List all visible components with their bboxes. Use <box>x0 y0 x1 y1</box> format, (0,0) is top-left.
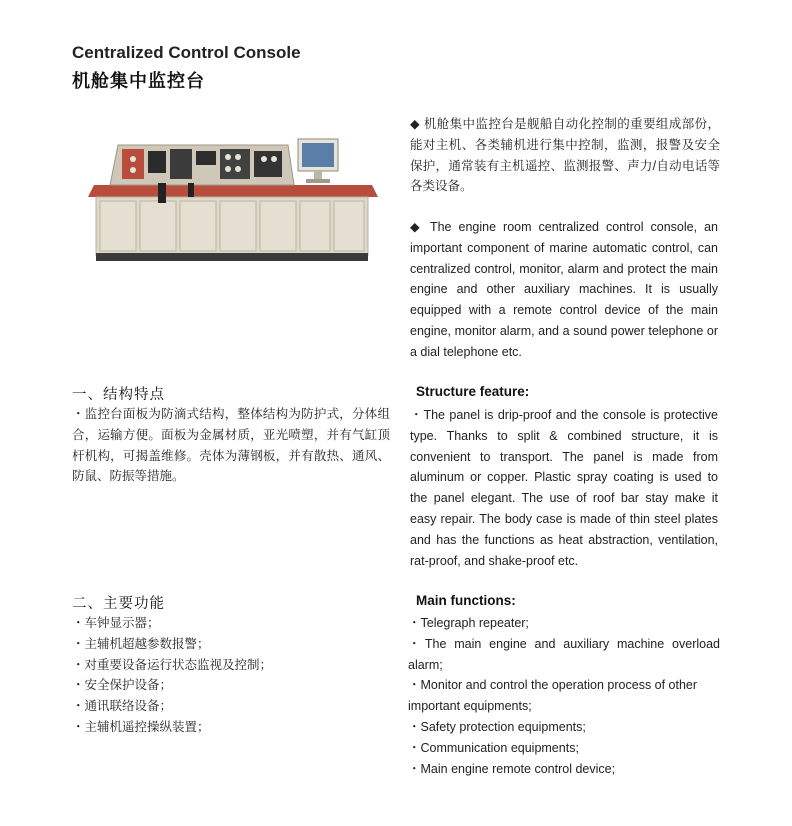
intro-en: ◆ The engine room centralized control console, an important component of marine automatic control, can centralized control, monitor, alarm and protect the main engine and other auxiliary machines. It is usually equipped with a remote control device of the main engine, monitor alarm, and a sound power telephone or a dial telephone etc. <box>410 220 718 359</box>
structure-body-cn: ・监控台面板为防滴式结构，整体结构为防护式，分体组合，运输方便。面板为金属材质，亚光喷塑，并有气缸顶杆机构，可揭盖维修。壳体为薄钢板，并有散热、通风、防鼠、防振等措施。 <box>72 407 390 484</box>
control-console-image <box>88 127 378 267</box>
structure-body-en: ・The panel is drip-proof and the console is protective type. Thanks to split & combined structure, it is convenient to transport. The panel is made from aluminum or copper. Plastic spray coating is used to the panel elegant. The use of roof bar stay make it easy repair. The body case is made of thin steel plates and has the functions as heat abstraction, ventilation, rat-proof, and shake-proof etc. <box>410 408 718 568</box>
list-item: ・车钟显示器； <box>72 616 160 630</box>
list-item: ・The main engine and auxiliary machine overload alarm; <box>408 636 720 672</box>
structure-heading-en: Structure feature: <box>416 384 530 399</box>
list-item: ・对重要设备运行状态监视及控制； <box>72 657 273 672</box>
list-item: ・Monitor and control the operation process of other important equipments; <box>408 678 698 714</box>
functions-heading-en: Main functions: <box>416 593 516 608</box>
list-item: ・通讯联络设备； <box>72 699 173 714</box>
list-item: ・Communication equipments; <box>408 740 579 755</box>
list-item: ・安全保护设备； <box>72 678 173 693</box>
title-en: Centralized Control Console <box>72 43 301 62</box>
functions-list-en <box>408 613 720 779</box>
title-cn: 机舱集中监控台 <box>72 71 205 91</box>
structure-heading-cn: 一、结构特点 <box>72 387 165 403</box>
list-item: ・Telegraph repeater; <box>408 616 529 630</box>
list-item: ・主辅机超越参数报警； <box>72 636 210 651</box>
functions-heading-cn: 二、主要功能 <box>72 596 165 612</box>
list-item: ・主辅机遥控操纵装置； <box>72 719 210 734</box>
list-item: ・Safety protection equipments; <box>408 719 586 734</box>
list-item: ・Main engine remote control device; <box>408 761 616 776</box>
intro-cn: ◆ 机舱集中监控台是舰船自动化控制的重要组成部份，能对主机、各类辅机进行集中控制，监测，报警及安全保护，通常装有主机遥控、监测报警、声力/自动电话等各类设备。 <box>410 117 720 194</box>
functions-list-cn <box>72 613 392 738</box>
